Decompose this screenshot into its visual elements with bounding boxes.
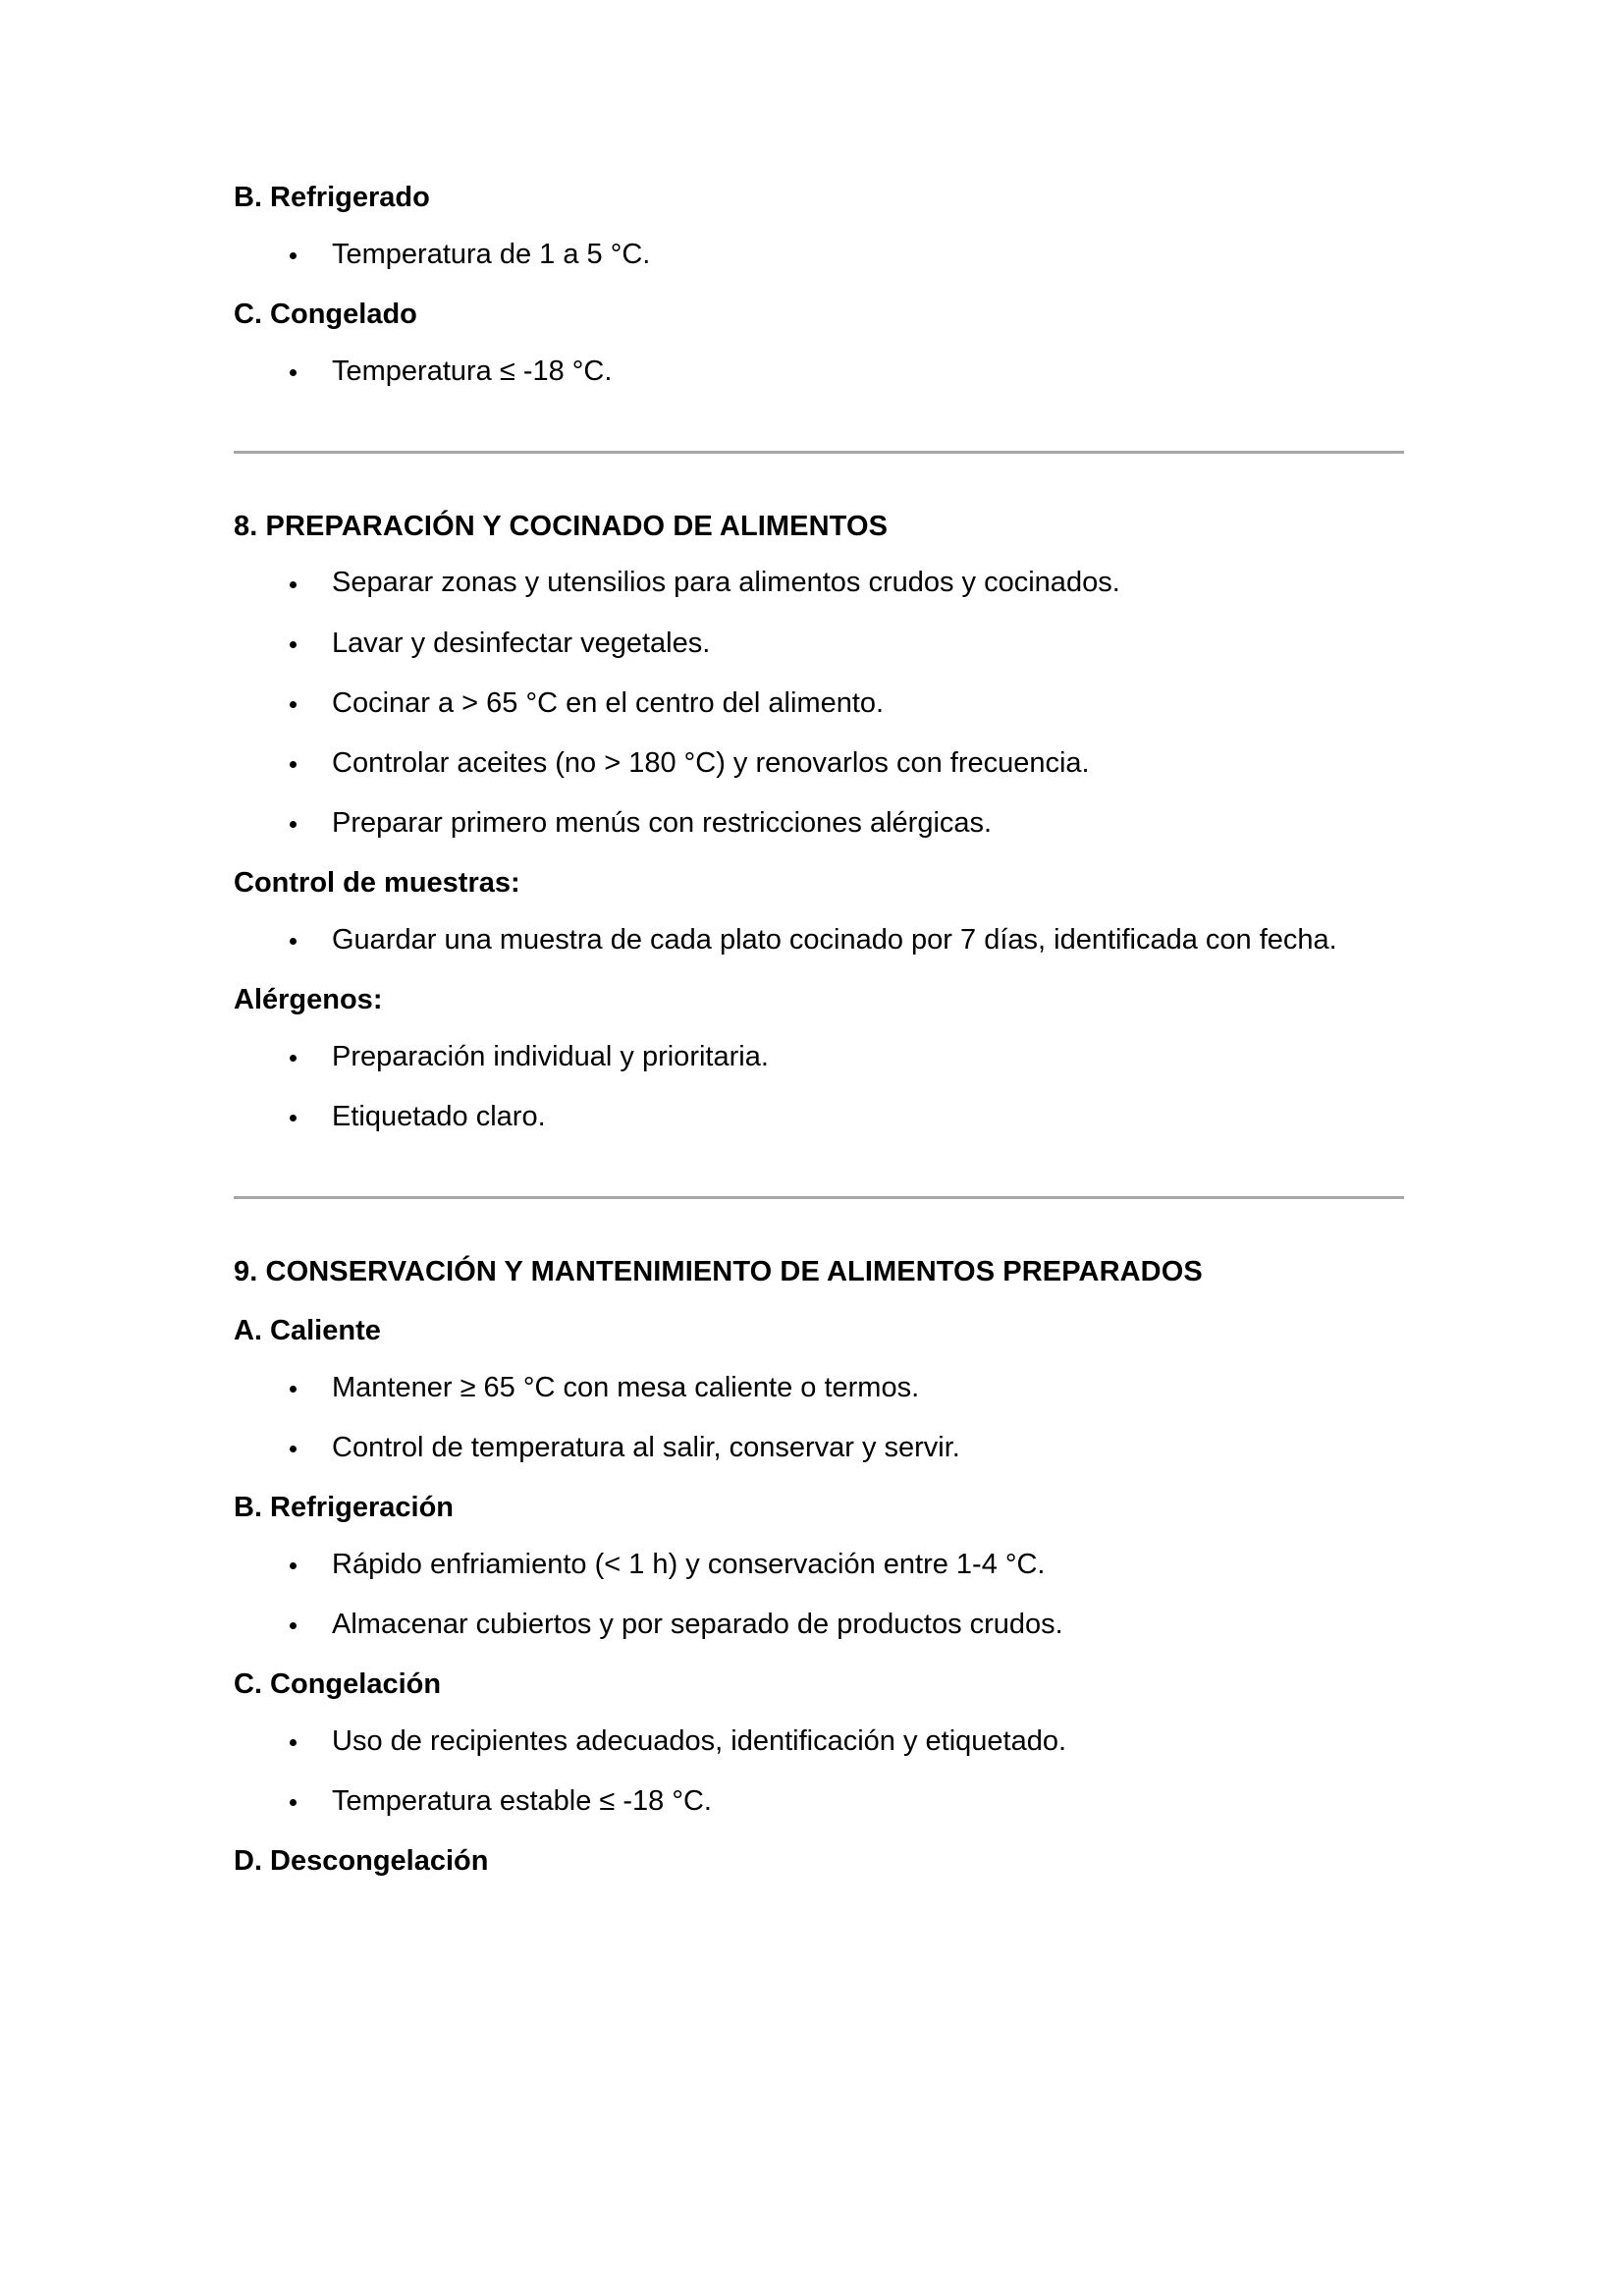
spacer — [234, 1199, 1404, 1254]
bullet-list-alergenos — [234, 1037, 1404, 1137]
list-item-text: Lavar y desinfectar vegetales. — [332, 627, 711, 659]
spacer — [234, 784, 1404, 803]
list-item — [234, 1428, 1404, 1468]
list-item — [234, 803, 1404, 844]
list-item-text: Uso de recipientes adecuados, identificación y etiquetado. — [332, 1724, 1067, 1757]
heading-section-8: 8. PREPARACIÓN Y COCINADO DE ALIMENTOS — [234, 510, 889, 542]
subheading-control-de-muestras: Control de muestras: — [234, 867, 520, 900]
subheading-c-congelado: C. Congelado — [234, 298, 417, 330]
spacer — [234, 1585, 1404, 1605]
list-item-text: Mantener ≥ 65 °C con mesa caliente o termos. — [332, 1371, 920, 1403]
list-item — [234, 1722, 1404, 1762]
bullet-list-a-caliente — [234, 1368, 1404, 1468]
bullet-list-b-refrigerado — [234, 235, 1404, 275]
bullet-dot-icon — [290, 1562, 297, 1569]
list-item — [234, 563, 1404, 603]
bullet-dot-icon — [290, 369, 297, 376]
spacer — [234, 1645, 1404, 1667]
bullet-dot-icon — [290, 1739, 297, 1746]
document-content — [234, 180, 1404, 1881]
spacer — [234, 1468, 1404, 1490]
bullet-dot-icon — [290, 252, 297, 259]
list-item — [234, 352, 1404, 392]
bullet-dot-icon — [290, 761, 297, 768]
spacer — [234, 454, 1404, 509]
spacer — [234, 1137, 1404, 1196]
list-item — [234, 1097, 1404, 1137]
spacer — [234, 1019, 1404, 1037]
spacer — [234, 604, 1404, 624]
spacer — [234, 1527, 1404, 1545]
list-item — [234, 920, 1404, 960]
list-item — [234, 1781, 1404, 1822]
spacer — [234, 1822, 1404, 1843]
bullet-dot-icon — [290, 701, 297, 708]
list-item-text: Etiquetado claro. — [332, 1100, 546, 1132]
list-item — [234, 235, 1404, 275]
subheading-d-descongelacion: D. Descongelación — [234, 1844, 489, 1877]
bullet-dot-icon — [290, 1386, 297, 1393]
list-item-text: Temperatura de 1 a 5 °C. — [332, 238, 651, 270]
subheading-alergenos: Alérgenos: — [234, 984, 383, 1016]
spacer — [234, 1291, 1404, 1313]
list-item-text: Separar zonas y utensilios para alimentos crudos y cocinados. — [332, 567, 1120, 599]
subheading-b-refrigeracion: B. Refrigeración — [234, 1491, 454, 1523]
spacer — [234, 1077, 1404, 1097]
list-item-text: Control de temperatura al salir, conservar y servir. — [332, 1431, 960, 1463]
subheading-a-caliente: A. Caliente — [234, 1314, 381, 1346]
bullet-list-c-congelado — [234, 352, 1404, 392]
bullet-list-c-congelacion — [234, 1722, 1404, 1822]
spacer — [234, 724, 1404, 743]
bullet-dot-icon — [290, 1055, 297, 1062]
list-item — [234, 743, 1404, 784]
list-item-text: Preparación individual y prioritaria. — [332, 1040, 769, 1072]
list-item — [234, 1545, 1404, 1585]
list-item-text: Rápido enfriamiento (< 1 h) y conservación entre 1-4 °C. — [332, 1548, 1046, 1580]
bullet-list-b-refrigeracion — [234, 1545, 1404, 1645]
spacer — [234, 275, 1404, 297]
spacer — [234, 545, 1404, 563]
spacer — [234, 844, 1404, 865]
subheading-b-refrigerado: B. Refrigerado — [234, 182, 430, 213]
spacer — [234, 392, 1404, 451]
list-item-text: Temperatura ≤ -18 °C. — [332, 355, 613, 387]
list-item — [234, 1037, 1404, 1077]
bullet-dot-icon — [290, 821, 297, 828]
list-item-text: Guardar una muestra de cada plato cocinado por 7 días, identificada con fecha. — [332, 923, 1337, 956]
bullet-dot-icon — [290, 1622, 297, 1629]
spacer — [234, 960, 1404, 982]
bullet-dot-icon — [290, 1799, 297, 1806]
spacer — [234, 334, 1404, 352]
list-item-text: Controlar aceites (no > 180 °C) y renovarlos con frecuencia. — [332, 746, 1090, 779]
list-item-text: Cocinar a > 65 °C en el centro del alimento. — [332, 686, 885, 719]
spacer — [234, 1704, 1404, 1722]
spacer — [234, 217, 1404, 235]
bullet-dot-icon — [290, 1446, 297, 1452]
spacer — [234, 664, 1404, 683]
subheading-c-congelacion: C. Congelación — [234, 1667, 442, 1700]
bullet-dot-icon — [290, 1115, 297, 1121]
list-item — [234, 683, 1404, 724]
spacer — [234, 1350, 1404, 1368]
list-item-text: Preparar primero menús con restricciones alérgicas. — [332, 807, 993, 840]
list-item-text: Temperatura estable ≤ -18 °C. — [332, 1784, 712, 1817]
list-item — [234, 1368, 1404, 1408]
list-item — [234, 1605, 1404, 1645]
heading-section-9: 9. CONSERVACIÓN Y MANTENIMIENTO DE ALIMENTOS PREPARADOS — [234, 1256, 1203, 1288]
bullet-list-section-8 — [234, 563, 1404, 844]
spacer — [234, 1408, 1404, 1428]
bullet-dot-icon — [290, 938, 297, 945]
bullet-dot-icon — [290, 641, 297, 648]
spacer — [234, 902, 1404, 920]
list-item — [234, 624, 1404, 664]
bullet-dot-icon — [290, 581, 297, 588]
list-item-text: Almacenar cubiertos y por separado de productos crudos. — [332, 1608, 1063, 1640]
spacer — [234, 1762, 1404, 1781]
bullet-list-control-de-muestras — [234, 920, 1404, 960]
